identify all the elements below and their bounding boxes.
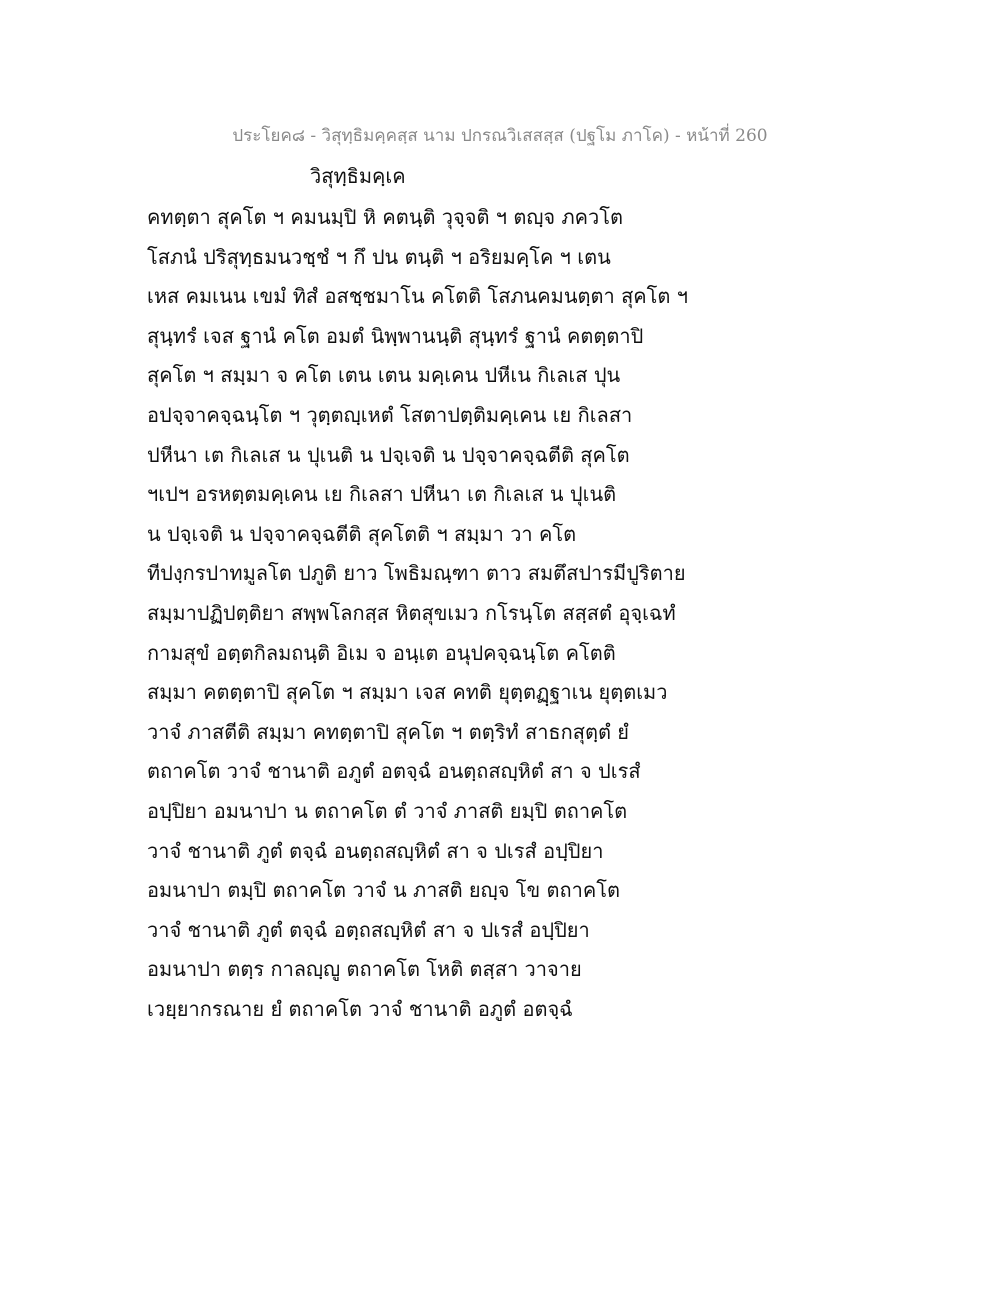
text-line: สุคโต ฯ สมฺมา จ คโต เตน เตน มคฺเคน ปหีเน กิเลเส ปุน [147,363,621,388]
text-line: คทตฺตา สุคโต ฯ คมนมฺปิ หิ คตนฺติ วุจฺจติ ฯ ตญฺจ ภควโต [147,205,624,229]
text-line: ทีปงฺกรปาทมูลโต ปภูติ ยาว โพธิมณฺฑา ตาว สมตึสปารมีปูริตาย [147,561,686,586]
text-line: สุนฺทรํ เจส ฐานํ คโต อมตํ นิพฺพานนฺติ สุนฺทรํ ฐานํ คตตฺตาปิ [147,323,644,348]
text-line: กามสุขํ อตฺตกิลมถนฺติ อิเม จ อนฺเต อนุปคจฺฉนฺโต คโตติ [147,640,616,665]
text-line: ฯเปฯ อรหตฺตมคฺเคน เย กิเลสา ปหีนา เต กิเลเส น ปุเนติ [147,482,617,507]
text-line: อปฺปิยา อมนาปา น ตถาคโต ตํ วาจํ ภาสติ ยมฺปิ ตถาคโต [147,798,628,823]
body-text [147,198,867,1029]
text-line: สมฺมาปฏิปตฺติยา สพฺพโลกสฺส หิตสุขเมว กโรนฺโต สสฺสตํ อุจฺเฉทํ [147,600,676,625]
text-line: อปจฺจาคจฺฉนฺโต ฯ วุตฺตญฺเหตํ โสตาปตฺติมคฺเคน เย กิเลสา [147,402,633,427]
text-line: อมนาปา ตมฺปิ ตถาคโต วาจํ น ภาสติ ยญฺจ โข ตถาคโต [147,878,620,903]
running-header: ประโยค๘ - วิสุทฺธิมคฺคสฺส นาม ปกรณวิเสสสฺส (ปฐโม ภาโค) - หน้าที่ 260 [232,126,768,146]
text-line: ปหีนา เต กิเลเส น ปุเนติ น ปจฺเจติ น ปจฺจาคจฺฉตีติ สุคโต [147,442,630,467]
text-line: วาจํ ภาสตีติ สมฺมา คทตฺตาปิ สุคโต ฯ ตตฺริทํ สาธกสุตฺตํ ยํ [147,719,630,744]
text-line: ตถาคโต วาจํ ชานาติ อภูตํ อตจฺฉํ อนตฺถสญฺหิตํ สา จ ปเรสํ [147,759,641,784]
text-line: เวยฺยากรณาย ยํ ตถาคโต วาจํ ชานาติ อภูตํ อตจฺฉํ [147,996,573,1021]
text-line: สมฺมา คตตฺตาปิ สุคโต ฯ สมฺมา เจส คทติ ยุตฺตฏฺฐาเน ยุตฺตเมว [147,680,668,705]
text-line: อมนาปา ตตฺร กาลญฺญู ตถาคโต โหติ ตสฺสา วาจาย [147,957,582,982]
text-line: เหส คมเนน เขมํ ทิสํ อสชฺชมาโน คโตติ โสภนคมนตฺตา สุคโต ฯ [147,284,688,309]
text-line: วาจํ ชานาติ ภูตํ ตจฺฉํ อนตฺถสญฺหิตํ สา จ ปเรสํ อปฺปิยา [147,838,604,863]
text-line: วาจํ ชานาติ ภูตํ ตจฺฉํ อตฺถสญฺหิตํ สา จ ปเรสํ อปฺปิยา [147,917,590,942]
text-line: น ปจฺเจติ น ปจฺจาคจฺฉตีติ สุคโตติ ฯ สมฺมา วา คโต [147,521,577,546]
text-line: โสภนํ ปริสุทฺธมนวชฺชํ ฯ กึ ปน ตนฺติ ฯ อริยมคฺโค ฯ เตน [147,244,611,269]
section-title: วิสุทฺธิมคฺเค [310,164,406,188]
